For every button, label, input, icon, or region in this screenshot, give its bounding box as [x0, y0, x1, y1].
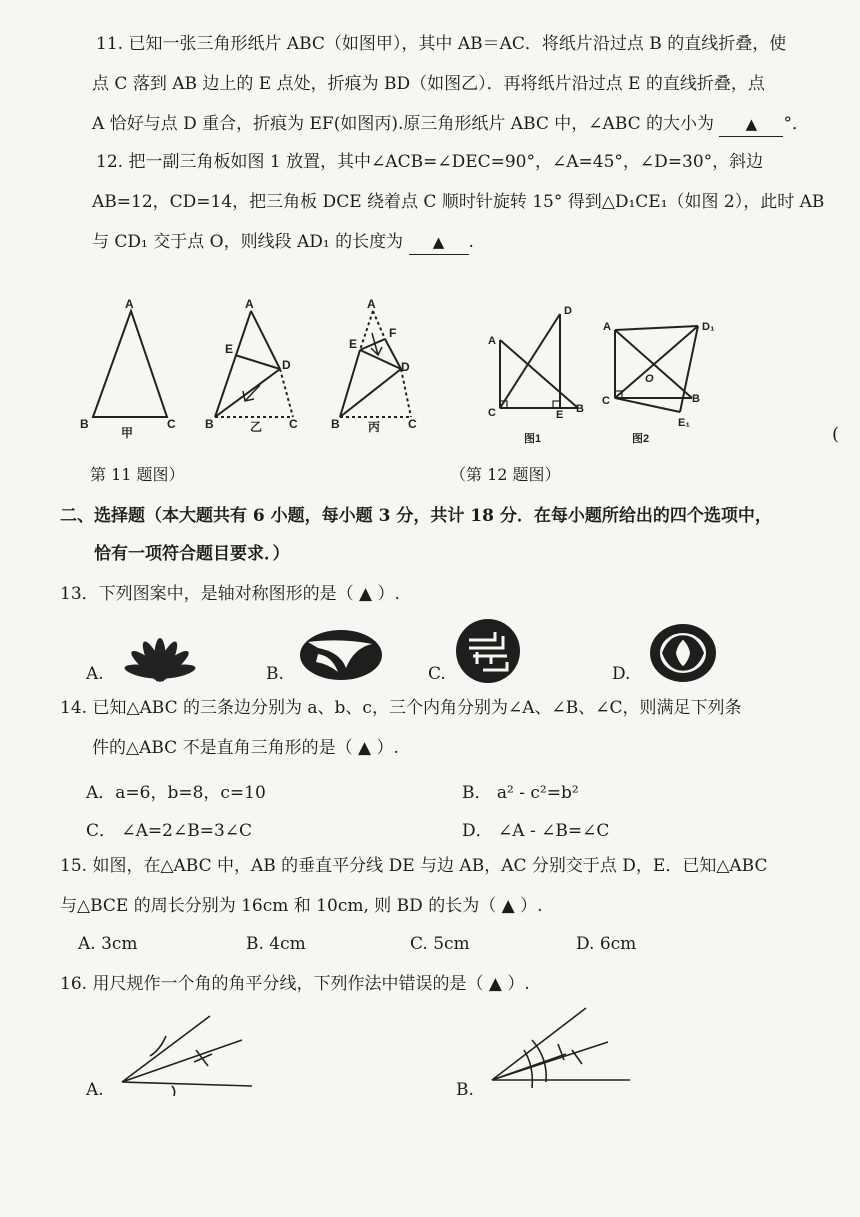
fig-bing-label-b: B	[331, 417, 340, 431]
q11-line1: 11. 已知一张三角形纸片 ABC（如图甲），其中 AB＝AC．将纸片沿过点 B 的直线折叠，使	[96, 34, 787, 54]
q13-option-a-label: A.	[86, 664, 104, 684]
fig-bing-label-c: C	[408, 417, 417, 431]
q16-construction-b[interactable]	[488, 1004, 634, 1096]
fig1-ab	[500, 340, 578, 408]
fig2-label-b: B	[692, 393, 700, 405]
q15-option-b[interactable]: B. 4cm	[246, 934, 306, 954]
q11-line3-text: A 恰好与点 D 重合，折痕为 EF(如图丙).原三角形纸片 ABC 中，∠ABC 的大小为	[92, 114, 715, 134]
q13-option-c-label: C.	[428, 664, 446, 684]
fig-bing-caption: 丙	[368, 420, 381, 434]
q16-option-a-label: A.	[86, 1080, 104, 1100]
wing-emblem-icon[interactable]	[298, 628, 384, 682]
q12-period: .	[468, 232, 474, 252]
q12-line3	[92, 230, 474, 255]
fig1-label-a: A	[488, 335, 496, 347]
q12-figures	[480, 300, 720, 460]
q11-blank-mark: ▲	[745, 115, 758, 133]
fig1-cd	[500, 314, 560, 408]
fig-yi-label-a: A	[245, 297, 254, 311]
fig-yi-label-e: E	[225, 342, 234, 356]
q15-line1: 15. 如图，在△ABC 中，AB 的垂直平分线 DE 与边 AB，AC 分别交于点 D，E．已知△ABC	[60, 856, 768, 876]
q12-blank-mark: ▲	[432, 233, 445, 251]
fig1-label-c: C	[488, 407, 496, 419]
fig1-label-e: E	[556, 409, 564, 421]
fig-bing-bd	[340, 369, 401, 417]
margin-paren: (	[832, 424, 840, 445]
q14-line1: 14. 已知△ABC 的三条边分别为 a、b、c，三个内角分别为∠A、∠B、∠C，则满足下列条	[60, 698, 742, 718]
fig-yi-label-b: B	[205, 417, 214, 431]
fig-bing-dc-dashed	[401, 369, 411, 417]
q12-answer-blank[interactable]	[409, 230, 469, 255]
q14-option-c[interactable]: C． ∠A=2∠B=3∠C	[86, 821, 253, 841]
fig2-label-e1: E₁	[678, 417, 690, 429]
fig-jia-triangle	[93, 311, 167, 417]
q12-line1: 12. 把一副三角板如图 1 放置，其中∠ACB=∠DEC=90°，∠A=45°，∠D=30°，斜边	[96, 152, 764, 172]
q16-option-b-label: B.	[456, 1080, 474, 1100]
double-ring-logo-icon[interactable]	[648, 622, 718, 684]
q11-figure-caption: 第 11 题图）	[90, 465, 185, 484]
q15-option-a[interactable]: A. 3cm	[78, 934, 138, 954]
q11-figures	[75, 295, 415, 445]
fig-yi-fold-bd	[215, 369, 280, 417]
q15-line2: 与△BCE 的周长分别为 16cm 和 10cm, 则 BD 的长为（ ▲ ）.	[60, 896, 543, 916]
fig-yi-label-c: C	[289, 417, 298, 431]
fig2-caption: 图2	[632, 433, 650, 445]
q16-stem: 16. 用尺规作一个角的角平分线，下列作法中错误的是（ ▲ ）.	[60, 974, 530, 994]
petal-logo-icon[interactable]	[118, 622, 202, 680]
fig2-ad1	[615, 326, 698, 330]
q14-line2: 件的△ABC 不是直角三角形的是（ ▲ ）.	[92, 738, 399, 758]
fig1-right-angle-e	[553, 401, 560, 408]
fig-jia-label-b: B	[80, 417, 89, 431]
fig-yi-label-d: D	[282, 358, 291, 372]
fig2-label-a: A	[603, 321, 611, 333]
q11-unit: °．	[783, 114, 809, 134]
fig-bing-label-a: A	[367, 297, 376, 311]
q12-figure-caption: （第 12 题图）	[450, 465, 561, 484]
section2-heading-line2: 恰有一项符合题目要求．）	[94, 544, 290, 564]
q14-option-d[interactable]: D． ∠A - ∠B=∠C	[462, 821, 610, 841]
fig-bing-label-e: E	[349, 337, 358, 351]
fig1-caption: 图1	[524, 433, 542, 445]
fig1-label-b: B	[576, 403, 584, 415]
fig-jia-label-a: A	[125, 297, 134, 311]
q15-option-c[interactable]: C. 5cm	[410, 934, 470, 954]
q13-stem: 13．下列图案中，是轴对称图形的是（ ▲ ）.	[60, 584, 400, 604]
q12-line3-text: 与 CD₁ 交于点 O，则线段 AD₁ 的长度为	[92, 232, 404, 252]
fig-jia-label-c: C	[167, 417, 176, 431]
q11-answer-blank[interactable]	[719, 112, 783, 137]
fig2-label-o: O	[645, 373, 654, 385]
fig2-label-c: C	[602, 395, 610, 407]
q11-line2: 点 C 落到 AB 边上的 E 点处，折痕为 BD（如图乙）．再将纸片沿过点 E 的直线折叠，点	[92, 74, 765, 94]
fig-bing-af-dashed	[373, 311, 385, 339]
q16-construction-a[interactable]	[118, 1012, 258, 1098]
fig1-label-d: D	[564, 305, 572, 317]
q11-line3	[92, 112, 809, 137]
q13-option-d-label: D.	[612, 664, 631, 684]
q12-line2: AB=12，CD=14，把三角板 DCE 绕着点 C 顺时针旋转 15° 得到△D₁CE₁（如图 2），此时 AB	[92, 192, 825, 212]
fig2-ce1	[615, 398, 680, 412]
fig-yi-caption: 乙	[250, 420, 263, 434]
fig-bing-label-f: F	[389, 326, 397, 340]
q15-option-d[interactable]: D. 6cm	[576, 934, 637, 954]
maze-circle-logo-icon[interactable]	[455, 618, 521, 684]
fig-yi-dc-dashed	[280, 369, 293, 417]
fig-bing-label-d: D	[401, 360, 410, 374]
q14-option-b[interactable]: B． a² - c²=b²	[462, 783, 579, 803]
section2-heading-line1: 二、选择题（本大题共有 6 小题，每小题 3 分，共计 18 分．在每小题所给出的四个选项中，	[60, 506, 772, 526]
fig-bing-eb	[340, 350, 360, 417]
q13-option-b-label: B.	[266, 664, 284, 684]
fig-jia-caption: 甲	[121, 426, 134, 440]
q14-option-a[interactable]: A．a=6，b=8，c=10	[86, 783, 266, 803]
fig2-label-d1: D₁	[702, 321, 715, 333]
